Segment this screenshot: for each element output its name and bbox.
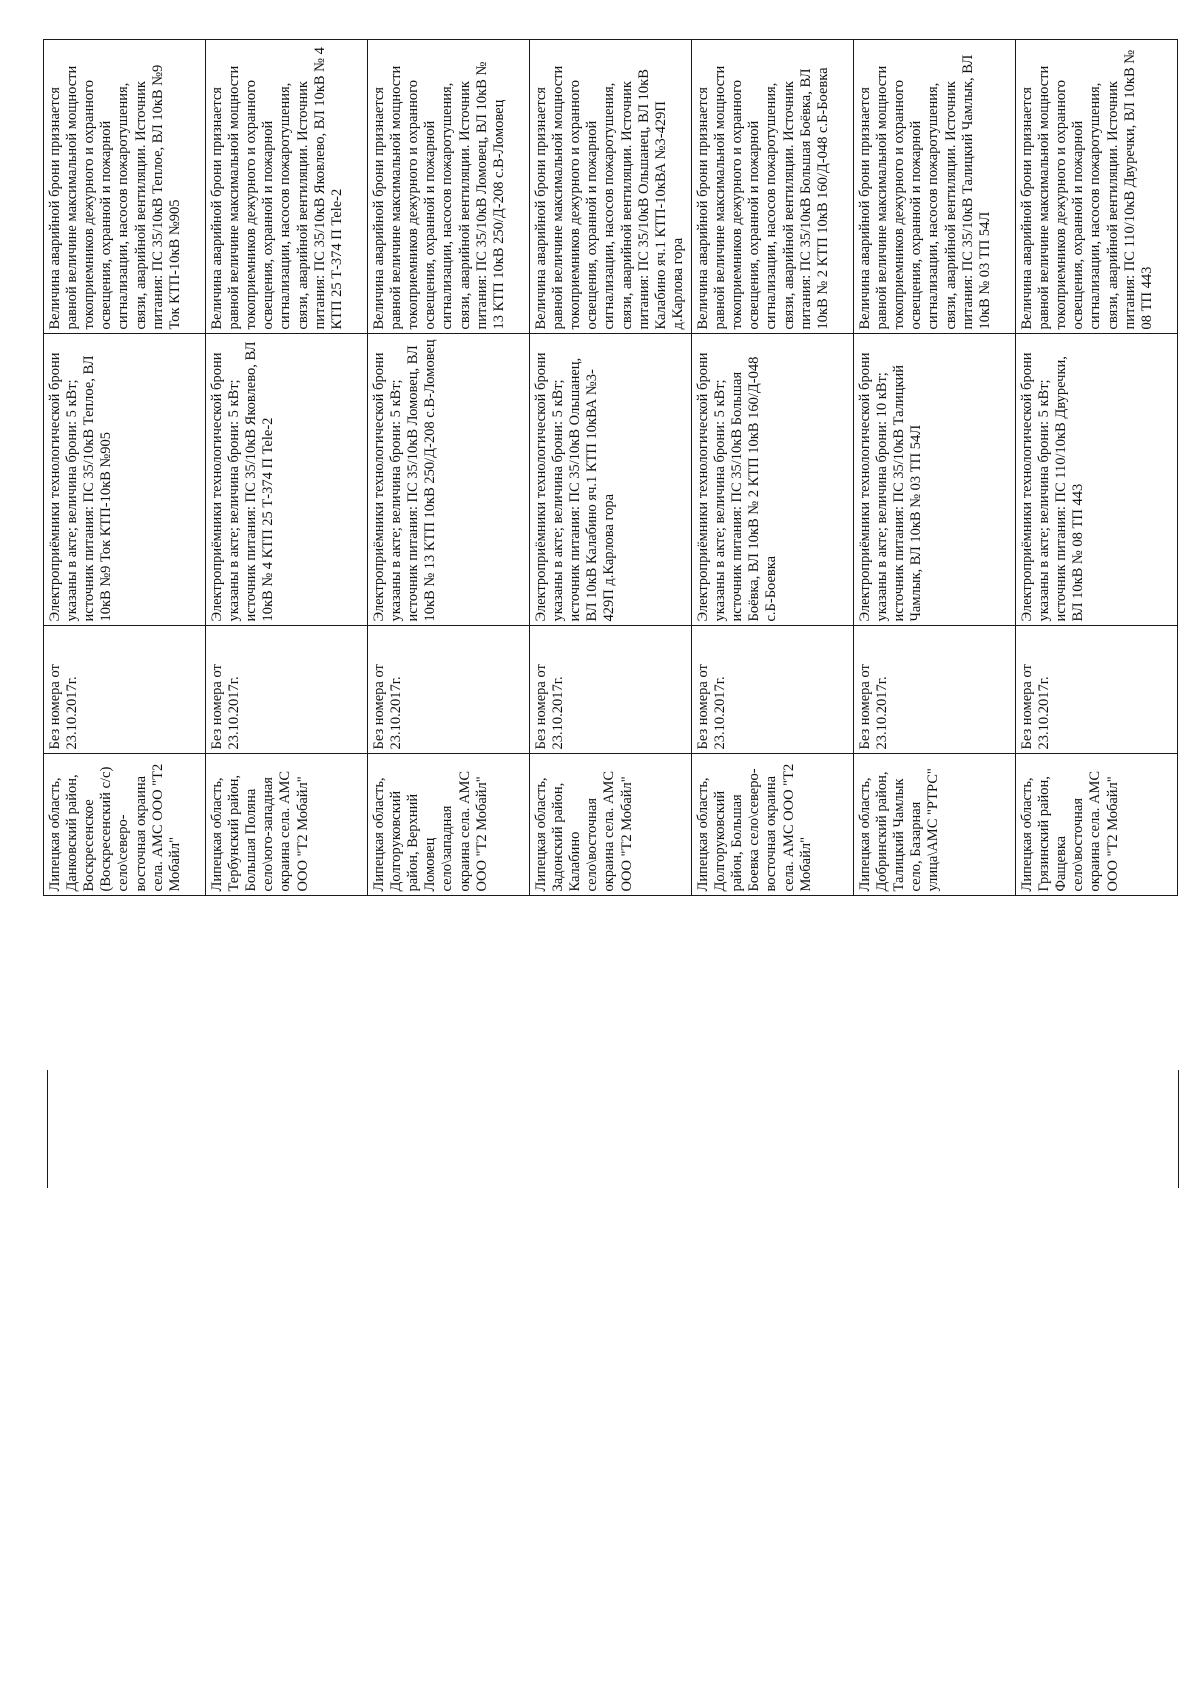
tech-reserve-cell: Электроприёмники технологической брони указаны в акте; величина брони: 5 кВт; источник питания: ПС 35/10кВ Теплое, ВЛ 10кВ №9 Ток КТП-10кВ №905 bbox=[44, 334, 206, 626]
blank-cell bbox=[44, 896, 206, 1658]
tech-reserve-cell: Электроприёмники технологической брони указаны в акте; величина брони: 5 кВт; источник питания: ПС 35/10кВ Яковлево, ВЛ 10кВ № 4 КТП 25 Т-374 П Tele-2 bbox=[206, 334, 368, 626]
emergency-reserve-cell: Величина аварийной брони признается равной величине максимальной мощности токоприемников дежурного и охранного освещения, охранной и пожарной сигнализации, насосов пожаротушения, связи, аварийной вентиляции. Источник питания: ПС 35/10кВ Ломовец, ВЛ 10кВ № 13 КТП 10кВ 250/Д-208 с.В-Ломовец bbox=[368, 40, 530, 334]
address-cell: Липецкая область, Данковский район, Воскресенское (Воскресенский с/с) село\северо-восточная окраина села. АМС ООО "Т2 Мобайл" bbox=[44, 754, 206, 896]
table-row bbox=[854, 40, 1016, 1658]
page-margin-line bbox=[47, 1070, 48, 1188]
emergency-reserve-cell: Величина аварийной брони признается равной величине максимальной мощности токоприемников дежурного и охранного освещения, охранной и пожарной сигнализации, насосов пожаротушения, связи, аварийной вентиляции. Источник питания: ПС 35/10кВ Большая Боёвка, ВЛ 10кВ № 2 КТП 10кВ 160/Д-048 с.Б-Боевка bbox=[692, 40, 854, 334]
table-row bbox=[692, 40, 854, 1658]
tech-reserve-cell: Электроприёмники технологической брони указаны в акте; величина брони: 5 кВт; источник питания: ПС 35/10кВ Ломовец, ВЛ 10кВ № 13 КТП 10кВ 250/Д-208 с.В-Ломовец bbox=[368, 334, 530, 626]
tech-reserve-cell: Электроприёмники технологической брони указаны в акте; величина брони: 10 кВт; источник питания: ПС 35/10кВ Талицкий Чамлык, ВЛ 10кВ № 03 ТП 54Л bbox=[854, 334, 1016, 626]
emergency-reserve-cell: Величина аварийной брони признается равной величине максимальной мощности токоприемников дежурного и охранного освещения, охранной и пожарной сигнализации, насосов пожаротушения, связи, аварийной вентиляции. Источник питания: ПС 35/10кВ Ольшанец, ВЛ 10кВ Калабино яч.1 КТП-10кВА №3-429П д.Карлова гора bbox=[530, 40, 692, 334]
tech-reserve-cell: Электроприёмники технологической брони указаны в акте; величина брони: 5 кВт; источник питания: ПС 35/10кВ Большая Боёвка, ВЛ 10кВ № 2 КТП 10кВ 160/Д-048 с.Б-Боевка bbox=[692, 334, 854, 626]
blank-cell bbox=[368, 896, 530, 1658]
address-cell: Липецкая область, Долгоруковский район, Большая Боевка село\северо-восточная окраина села. АМС ООО "Т2 Мобайл" bbox=[692, 754, 854, 896]
emergency-reserve-cell: Величина аварийной брони признается равной величине максимальной мощности токоприемников дежурного и охранного освещения, охранной и пожарной сигнализации, насосов пожаротушения, связи, аварийной вентиляции. Источник питания: ПС 35/10кВ Теплое, ВЛ 10кВ №9 Ток КТП-10кВ №905 bbox=[44, 40, 206, 334]
address-cell: Липецкая область, Задонский район, Калабино село\восточная окраина села. АМС ООО "Т2 Мобайл" bbox=[530, 754, 692, 896]
table-row bbox=[44, 40, 206, 1658]
emergency-reserve-cell: Величина аварийной брони признается равной величине максимальной мощности токоприемников дежурного и охранного освещения, охранной и пожарной сигнализации, насосов пожаротушения, связи, аварийной вентиляции. Источник питания: ПС 35/10кВ Талицкий Чамлык, ВЛ 10кВ № 03 ТП 54Л bbox=[854, 40, 1016, 334]
blank-cell bbox=[692, 896, 854, 1658]
address-cell: Липецкая область, Тербунский район, Большая Поляна село\юго-западная окраина села. АМС ООО "Т2 Мобайл" bbox=[206, 754, 368, 896]
act-cell: Без номера от 23.10.2017г. bbox=[206, 626, 368, 754]
address-cell: Липецкая область, Долгоруковский район, Верхний Ломовец село\западная окраина села. АМС ООО "Т2 Мобайл" bbox=[368, 754, 530, 896]
table-row bbox=[368, 40, 530, 1658]
emergency-reserve-cell: Величина аварийной брони признается равной величине максимальной мощности токоприемников дежурного и охранного освещения, охранной и пожарной сигнализации, насосов пожаротушения, связи, аварийной вентиляции. Источник питания: ПС 35/10кВ Яковлево, ВЛ 10кВ № 4 КТП 25 Т-374 П Tele-2 bbox=[206, 40, 368, 334]
table-row bbox=[1016, 40, 1178, 1658]
tech-reserve-cell: Электроприёмники технологической брони указаны в акте; величина брони: 5 кВт; источник питания: ПС 110/10кВ Двуречки, ВЛ 10кВ № 08 ТП 443 bbox=[1016, 334, 1178, 626]
page-margin-line bbox=[1178, 1070, 1179, 1188]
tech-reserve-cell: Электроприёмники технологической брони указаны в акте; величина брони: 5 кВт; источник питания: ПС 35/10кВ Ольшанец, ВЛ 10кВ Калабино яч.1 КТП 10кВА №3-429П д.Карлова гора bbox=[530, 334, 692, 626]
table-row bbox=[530, 40, 692, 1658]
emergency-reserve-cell: Величина аварийной брони признается равной величине максимальной мощности токоприемников дежурного и охранного освещения, охранной и пожарной сигнализации, насосов пожаротушения, связи, аварийной вентиляции. Источник питания: ПС 110/10кВ Двуречки, ВЛ 10кВ № 08 ТП 443 bbox=[1016, 40, 1178, 334]
blank-cell bbox=[206, 896, 368, 1658]
address-cell: Липецкая область, Грязинский район, Фащевка село\восточная окраина села. АМС ООО "Т2 Мобайл" bbox=[1016, 754, 1178, 896]
rotated-page bbox=[43, 40, 1178, 1658]
address-cell: Липецкая область, Добринский район, Талицкий Чамлык село, Базарная улица\АМС "РТРС" bbox=[854, 754, 1016, 896]
act-cell: Без номера от 23.10.2017г. bbox=[368, 626, 530, 754]
blank-cell bbox=[1016, 896, 1178, 1658]
reserve-table bbox=[43, 40, 1178, 1659]
act-cell: Без номера от 23.10.2017г. bbox=[854, 626, 1016, 754]
act-cell: Без номера от 23.10.2017г. bbox=[692, 626, 854, 754]
blank-cell bbox=[854, 896, 1016, 1658]
table-row bbox=[206, 40, 368, 1658]
act-cell: Без номера от 23.10.2017г. bbox=[44, 626, 206, 754]
act-cell: Без номера от 23.10.2017г. bbox=[1016, 626, 1178, 754]
act-cell: Без номера от 23.10.2017г. bbox=[530, 626, 692, 754]
blank-cell bbox=[530, 896, 692, 1658]
